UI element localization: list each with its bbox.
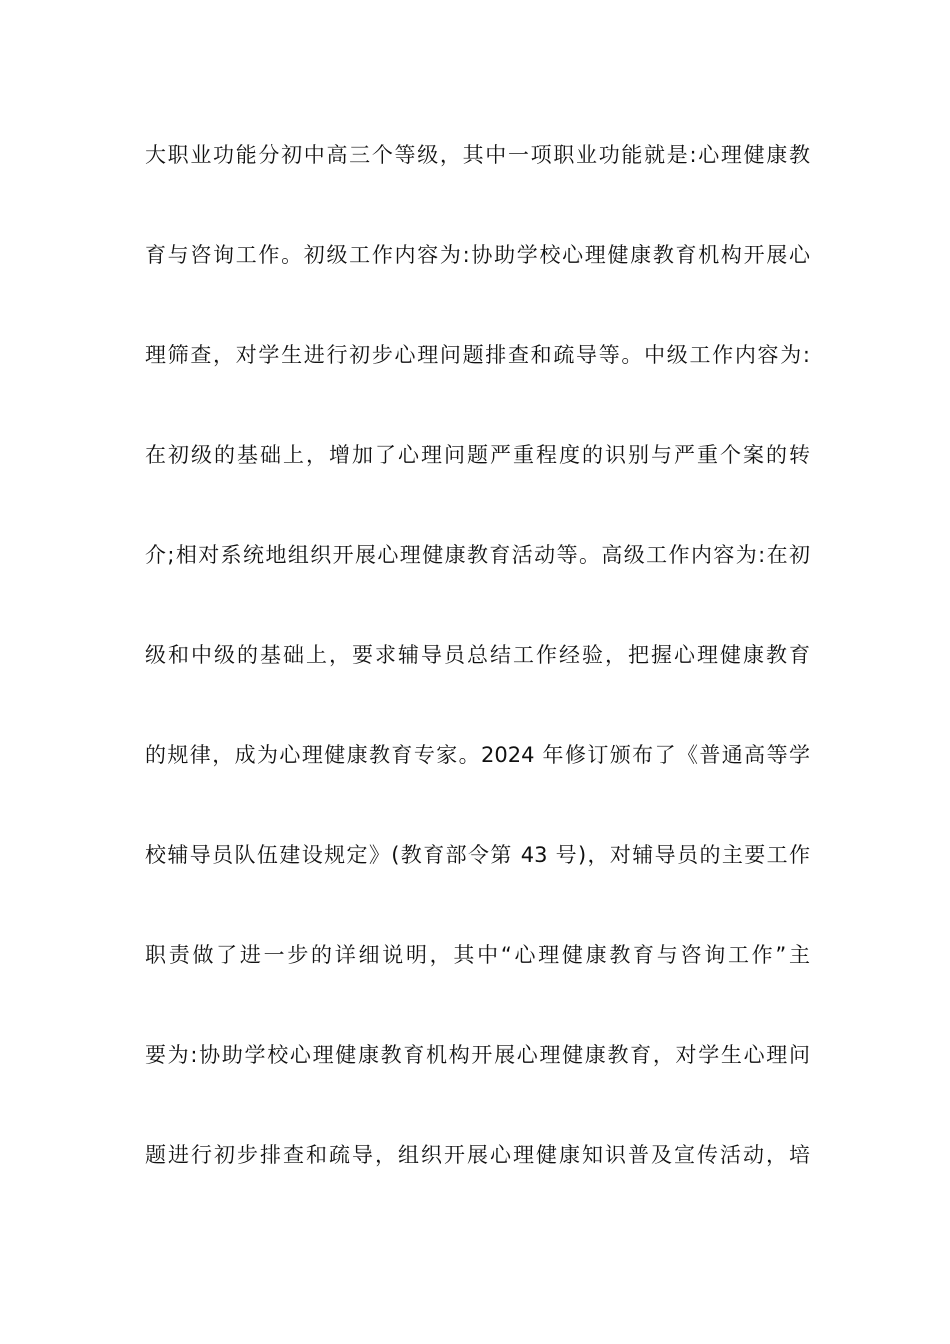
text-line: 题进行初步排查和疏导，组织开展心理健康知识普及宣传活动，培 [145,1143,810,1167]
text-line: 级和中级的基础上，要求辅导员总结工作经验，把握心理健康教育 [145,643,810,667]
text-line: 介;相对系统地组织开展心理健康教育活动等。高级工作内容为:在初 [145,543,810,567]
text-line: 大职业功能分初中高三个等级，其中一项职业功能就是:心理健康教 [145,143,810,167]
text-line: 校辅导员队伍建设规定》(教育部令第 43 号)，对辅导员的主要工作 [145,843,810,867]
text-line: 在初级的基础上，增加了心理问题严重程度的识别与严重个案的转 [145,443,810,467]
body-text [145,133,810,1233]
text-line: 要为:协助学校心理健康教育机构开展心理健康教育，对学生心理问 [145,1043,810,1067]
text-line: 育与咨询工作。初级工作内容为:协助学校心理健康教育机构开展心 [145,243,810,267]
text-line: 理筛查，对学生进行初步心理问题排查和疏导等。中级工作内容为: [145,343,810,367]
text-line: 的规律，成为心理健康教育专家。2024 年修订颁布了《普通高等学 [145,743,810,767]
text-line: 职责做了进一步的详细说明，其中“心理健康教育与咨询工作”主 [145,943,810,967]
